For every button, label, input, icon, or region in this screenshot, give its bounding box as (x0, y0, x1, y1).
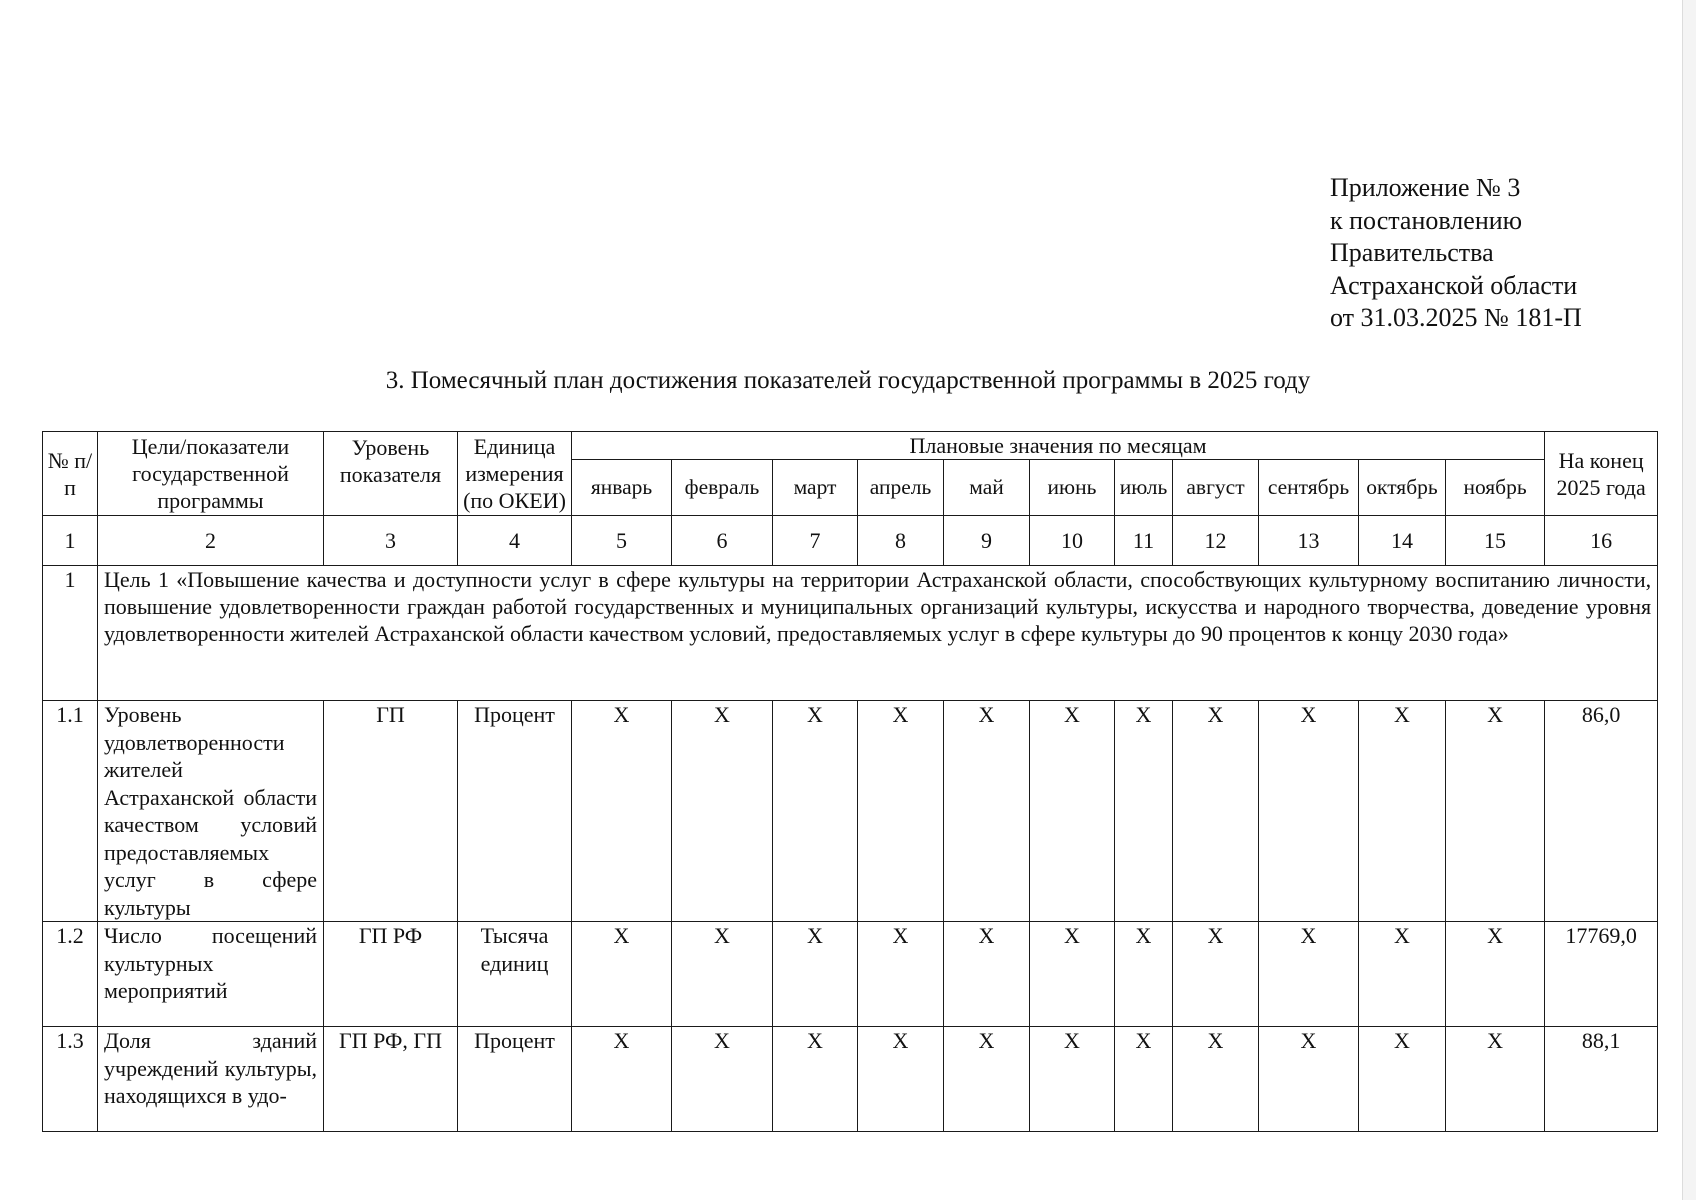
row-name: Уровень удовлетворенности жителей Астраханской области качеством условий предоставляемых услуг в сфере культуры (98, 701, 324, 922)
monthly-plan-table (42, 431, 1658, 1132)
row-month-value: X (1359, 1027, 1446, 1132)
column-number: 6 (672, 516, 773, 566)
header-month: август (1173, 460, 1259, 516)
table-row (43, 922, 1658, 1027)
row-num: 1.3 (43, 1027, 98, 1132)
goal-row (43, 566, 1658, 701)
appendix-line: от 31.03.2025 № 181-П (1330, 303, 1582, 332)
header-month: февраль (672, 460, 773, 516)
row-month-value: X (1030, 922, 1115, 1027)
row-month-value: X (572, 922, 672, 1027)
row-name: Доля зданий учреждений культуры, находящихся в удо- (98, 1027, 324, 1132)
row-month-value: X (1446, 701, 1545, 922)
row-num: 1.1 (43, 701, 98, 922)
column-number: 15 (1446, 516, 1545, 566)
header-month: март (773, 460, 858, 516)
appendix-block (1330, 172, 1582, 335)
row-month-value: X (944, 701, 1030, 922)
header-planned-values: Плановые значения по месяцам (572, 432, 1545, 460)
column-number: 4 (458, 516, 572, 566)
row-month-value: X (1115, 701, 1173, 922)
column-number: 11 (1115, 516, 1173, 566)
row-month-value: X (1259, 701, 1359, 922)
header-month: ноябрь (1446, 460, 1545, 516)
header-month: июль (1115, 460, 1173, 516)
row-month-value: X (1259, 922, 1359, 1027)
row-month-value: X (1115, 1027, 1173, 1132)
appendix-line: к постановлению (1330, 205, 1523, 235)
row-end-year: 86,0 (1545, 701, 1658, 922)
row-month-value: X (672, 701, 773, 922)
row-month-value: X (944, 1027, 1030, 1132)
row-month-value: X (1030, 701, 1115, 922)
header-month: июнь (1030, 460, 1115, 516)
row-level: ГП РФ, ГП (324, 1027, 458, 1132)
row-end-year: 88,1 (1545, 1027, 1658, 1132)
row-month-value: X (773, 1027, 858, 1132)
vertical-scrollbar[interactable] (1682, 0, 1696, 1200)
row-unit: Процент (458, 701, 572, 922)
header-month: сентябрь (1259, 460, 1359, 516)
column-number: 16 (1545, 516, 1658, 566)
goal-text: Цель 1 «Повышение качества и доступности услуг в сфере культуры на территории Астраханской области, способствующих культурному воспитанию личности, повышение удовлетворенности граждан работой государственных и муниципальных организаций культуры, искусства и народного творчества, доведение уровня удовлетворенности жителей Астраханской области качеством условий, предоставляемых услуг в сфере культуры до 90 процентов к концу 2030 года» (98, 566, 1658, 701)
row-month-value: X (1173, 922, 1259, 1027)
row-month-value: X (858, 1027, 944, 1132)
row-end-year: 17769,0 (1545, 922, 1658, 1027)
header-month: январь (572, 460, 672, 516)
column-number: 1 (43, 516, 98, 566)
row-month-value: X (773, 922, 858, 1027)
goal-num: 1 (43, 566, 98, 701)
header-month: апрель (858, 460, 944, 516)
header-unit: Единица измерения (по ОКЕИ) (458, 432, 572, 516)
row-level: ГП РФ (324, 922, 458, 1027)
row-month-value: X (572, 1027, 672, 1132)
row-unit: Процент (458, 1027, 572, 1132)
appendix-line: Астраханской области (1330, 270, 1578, 300)
row-month-value: X (858, 922, 944, 1027)
column-number: 5 (572, 516, 672, 566)
row-name: Число посещений культурных мероприятий (98, 922, 324, 1027)
column-number-row (43, 516, 1658, 566)
header-num: № п/п (43, 432, 98, 516)
row-month-value: X (1259, 1027, 1359, 1132)
column-number: 12 (1173, 516, 1259, 566)
column-number: 10 (1030, 516, 1115, 566)
row-num: 1.2 (43, 922, 98, 1027)
header-goals: Цели/показатели государственной программы (98, 432, 324, 516)
row-month-value: X (1446, 1027, 1545, 1132)
document-title: 3. Помесячный план достижения показателей государственной программы в 2025 году (385, 367, 1311, 394)
header-level: Уровень показателя (324, 432, 458, 516)
column-number: 13 (1259, 516, 1359, 566)
row-month-value: X (1173, 701, 1259, 922)
row-month-value: X (672, 1027, 773, 1132)
row-month-value: X (672, 922, 773, 1027)
column-number: 14 (1359, 516, 1446, 566)
row-month-value: X (1446, 922, 1545, 1027)
header-month: май (944, 460, 1030, 516)
table-row (43, 701, 1658, 922)
appendix-line: Приложение № 3 (1330, 173, 1521, 202)
table-row (43, 1027, 1658, 1132)
row-month-value: X (773, 701, 858, 922)
row-month-value: X (1030, 1027, 1115, 1132)
row-month-value: X (1359, 922, 1446, 1027)
header-end-year: На конец 2025 года (1545, 432, 1658, 516)
appendix-line: Правительства (1330, 238, 1494, 267)
row-month-value: X (858, 701, 944, 922)
column-number: 7 (773, 516, 858, 566)
row-month-value: X (944, 922, 1030, 1027)
row-month-value: X (1359, 701, 1446, 922)
row-month-value: X (1115, 922, 1173, 1027)
header-month: октябрь (1359, 460, 1446, 516)
column-number: 3 (324, 516, 458, 566)
column-number: 9 (944, 516, 1030, 566)
row-month-value: X (1173, 1027, 1259, 1132)
row-month-value: X (572, 701, 672, 922)
row-unit: Тысяча единиц (458, 922, 572, 1027)
column-number: 8 (858, 516, 944, 566)
column-number: 2 (98, 516, 324, 566)
row-level: ГП (324, 701, 458, 922)
